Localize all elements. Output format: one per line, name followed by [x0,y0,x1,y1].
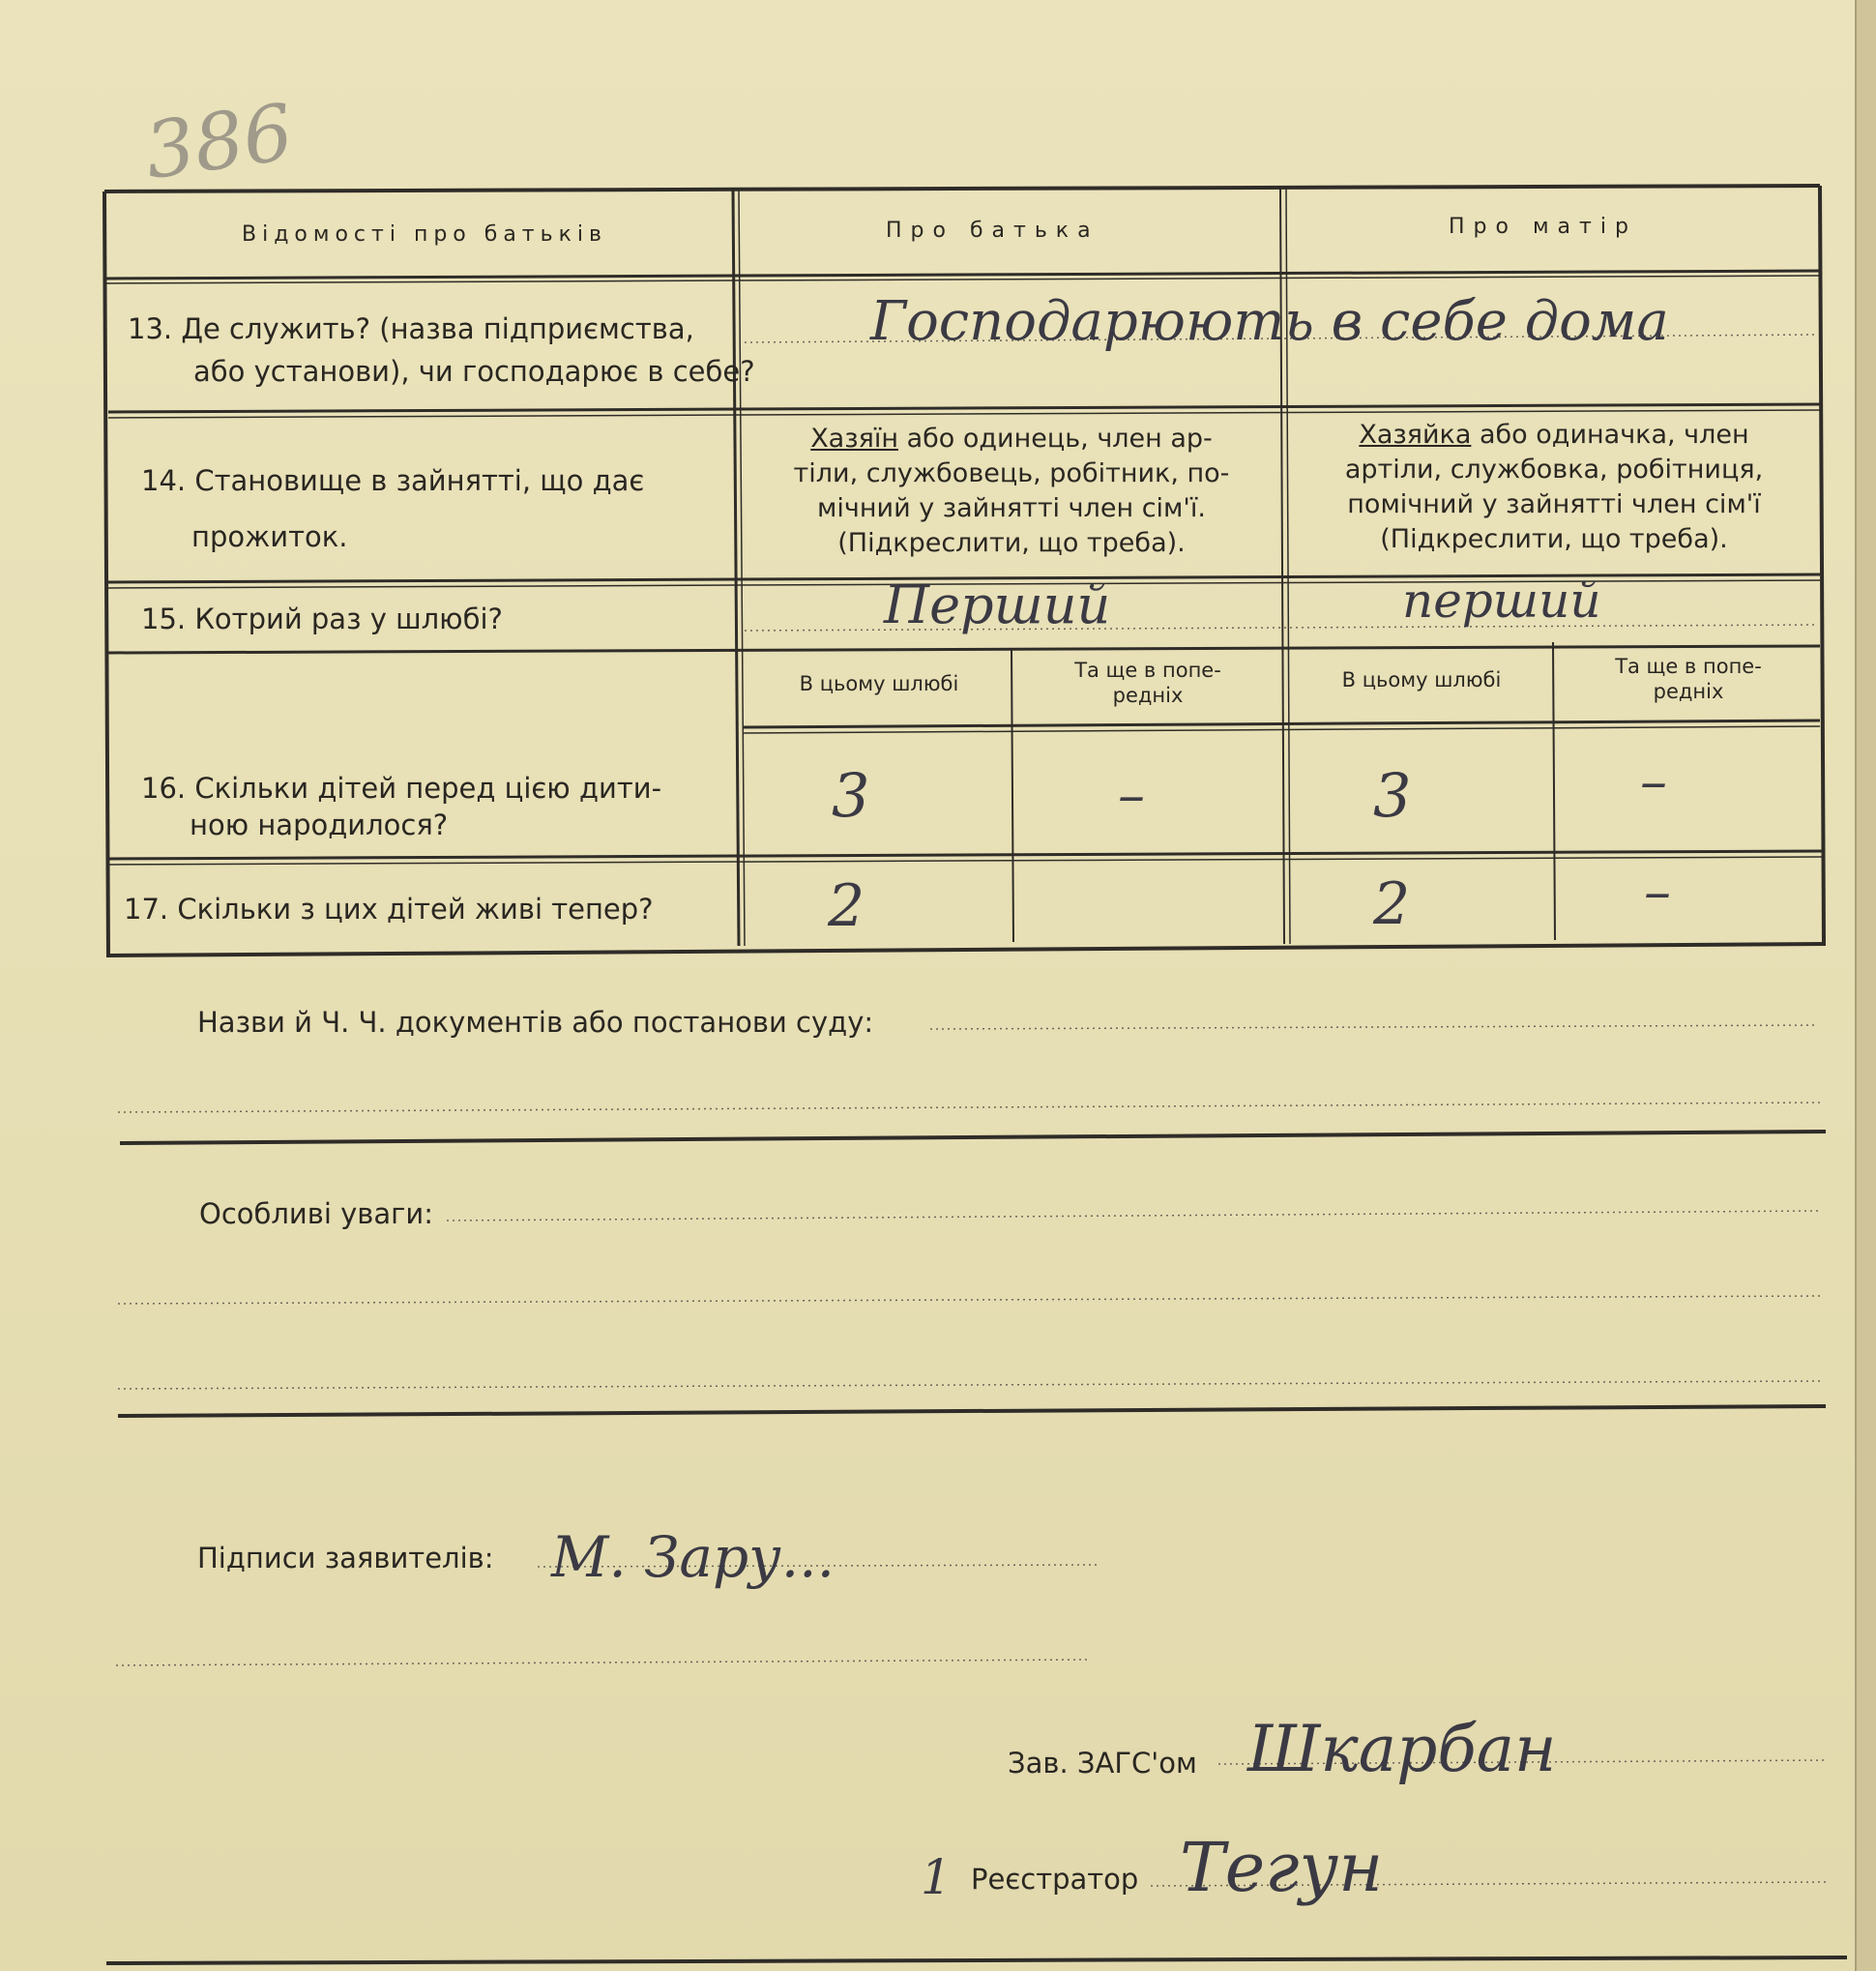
registry-head-signature: Шкарбан [1247,1712,1557,1786]
q14-father-options: Хазяїн або одинець, член ар- тіли, службовець, робітник, по- мічний у зайнятті член сім'ї. (Підкреслити, що треба). [793,424,1230,558]
registry-head-label: Зав. ЗАГС'ом [1008,1747,1197,1780]
subheader-mother-this-marriage: В цьому шлюбі [1341,668,1502,691]
q17-mother-prev: – [1644,861,1671,924]
registrar-mark: 1 [921,1849,952,1905]
documents-label: Назви й Ч. Ч. документів або постанови суду: [197,1006,874,1039]
q16-mother-this: 3 [1373,760,1412,831]
q17-father-this: 2 [828,872,865,940]
applicants-signature: М. Зару... [551,1524,835,1590]
q13-answer: Господарюють в себе дома [870,290,1669,353]
registrar-label: Реєстратор [971,1863,1139,1896]
q14-mother-selected: Хазяйка [1359,420,1472,450]
applicants-signature-label: Підписи заявителів: [197,1542,494,1574]
remarks-label: Особливі уваги: [199,1197,434,1230]
q17-mother-this: 2 [1373,870,1411,938]
subheader-father-this-marriage: В цьому шлюбі [799,672,959,695]
q15-mother-answer: перший [1402,573,1601,629]
header-about-mother: Про матір [1449,215,1637,239]
q14-father-selected: Хазяїн [810,424,898,454]
subheader-mother-previous: Та ще в попе- редніх [1615,655,1762,703]
q17-label: 17. Скільки з цих дітей живі тепер? [124,893,654,926]
archive-mark: 386 [139,86,299,197]
subheader-father-previous: Та ще в попе- редніх [1074,659,1221,707]
registrar-signature: Тегун [1180,1828,1384,1907]
q14-label: 14. Становище в зайнятті, що дає прожиток. [141,464,645,553]
q16-label: 16. Скільки дітей перед цією дити- ною народилося? [141,772,662,841]
q15-father-answer: Перший [884,574,1111,635]
header-parents-info: Відомості про батьків [242,222,607,247]
q13-label: 13. Де служить? (назва підприємства, або установи), чи господарює в себе? [128,312,755,388]
q16-mother-prev: – [1640,750,1667,813]
q15-label: 15. Котрий раз у шлюбі? [141,603,503,635]
q14-mother-options: Хазяйка або одиначка, член артіли, службовка, робітниця, помічний у зайнятті член сім'ї (Підкреслити, що треба). [1344,420,1764,554]
header-about-father: Про батька [886,219,1099,243]
q16-father-this: 3 [832,760,870,831]
q16-father-prev: – [1118,764,1145,827]
